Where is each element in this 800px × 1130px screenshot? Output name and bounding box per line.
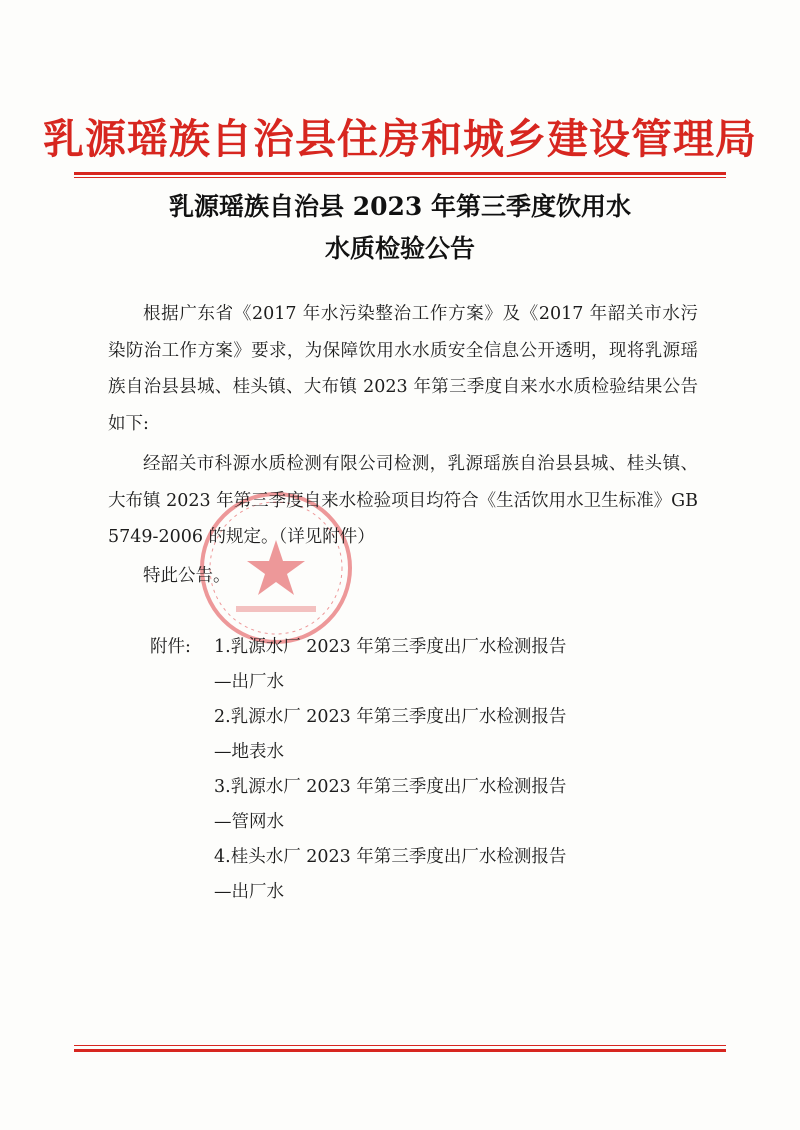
attachment-item-4-sub: —出厂水 bbox=[214, 882, 284, 902]
footer-rule-thick bbox=[74, 1049, 726, 1052]
organization-header: 乳源瑶族自治县住房和城乡建设管理局 bbox=[43, 115, 757, 163]
attachment-item-2: 2.乳源水厂 2023 年第三季度出厂水检测报告 bbox=[214, 707, 567, 727]
title-line-2: 水质检验公告 bbox=[324, 234, 475, 263]
attachment-item-2-sub: —地表水 bbox=[214, 742, 284, 762]
paragraph-results: 经韶关市科源水质检测有限公司检测，乳源瑶族自治县县城、桂头镇、大布镇 2023 年第三季度自来水检验项目均符合《生活饮用水卫生标准》GB 5749-2006 的规定。（详见附件） bbox=[108, 454, 698, 547]
attachment-item-3-sub: —管网水 bbox=[214, 812, 284, 832]
footer-rule-thin bbox=[74, 1045, 726, 1046]
header-rule-thick bbox=[74, 172, 726, 175]
attachment-item-3: 3.乳源水厂 2023 年第三季度出厂水检测报告 bbox=[214, 777, 567, 797]
body-paragraph-2 bbox=[108, 446, 698, 556]
paragraph-requirements: 根据广东省《2017 年水污染整治工作方案》及《2017 年韶关市水污染防治工作方案》要求，为保障饮用水水质安全信息公开透明，现将乳源瑶族自治县县城、桂头镇、大布镇 2023 年第三季度自来水水质检验结果公告如下: bbox=[108, 304, 698, 434]
attachment-item-1: 1.乳源水厂 2023 年第三季度出厂水检测报告 bbox=[214, 637, 567, 657]
header-rule-thin bbox=[74, 177, 726, 178]
attachment-item-1-sub: —出厂水 bbox=[214, 672, 284, 692]
attachments-label: 附件: bbox=[150, 637, 191, 657]
title-line-1: 乳源瑶族自治县 2023 年第三季度饮用水 bbox=[169, 192, 631, 221]
body-closing bbox=[108, 558, 698, 595]
attachment-item-4: 4.桂头水厂 2023 年第三季度出厂水检测报告 bbox=[214, 847, 567, 867]
closing-text: 特此公告。 bbox=[143, 566, 231, 586]
document-title bbox=[0, 186, 800, 270]
attachments-list bbox=[214, 630, 684, 910]
body-paragraph-1 bbox=[108, 296, 698, 442]
